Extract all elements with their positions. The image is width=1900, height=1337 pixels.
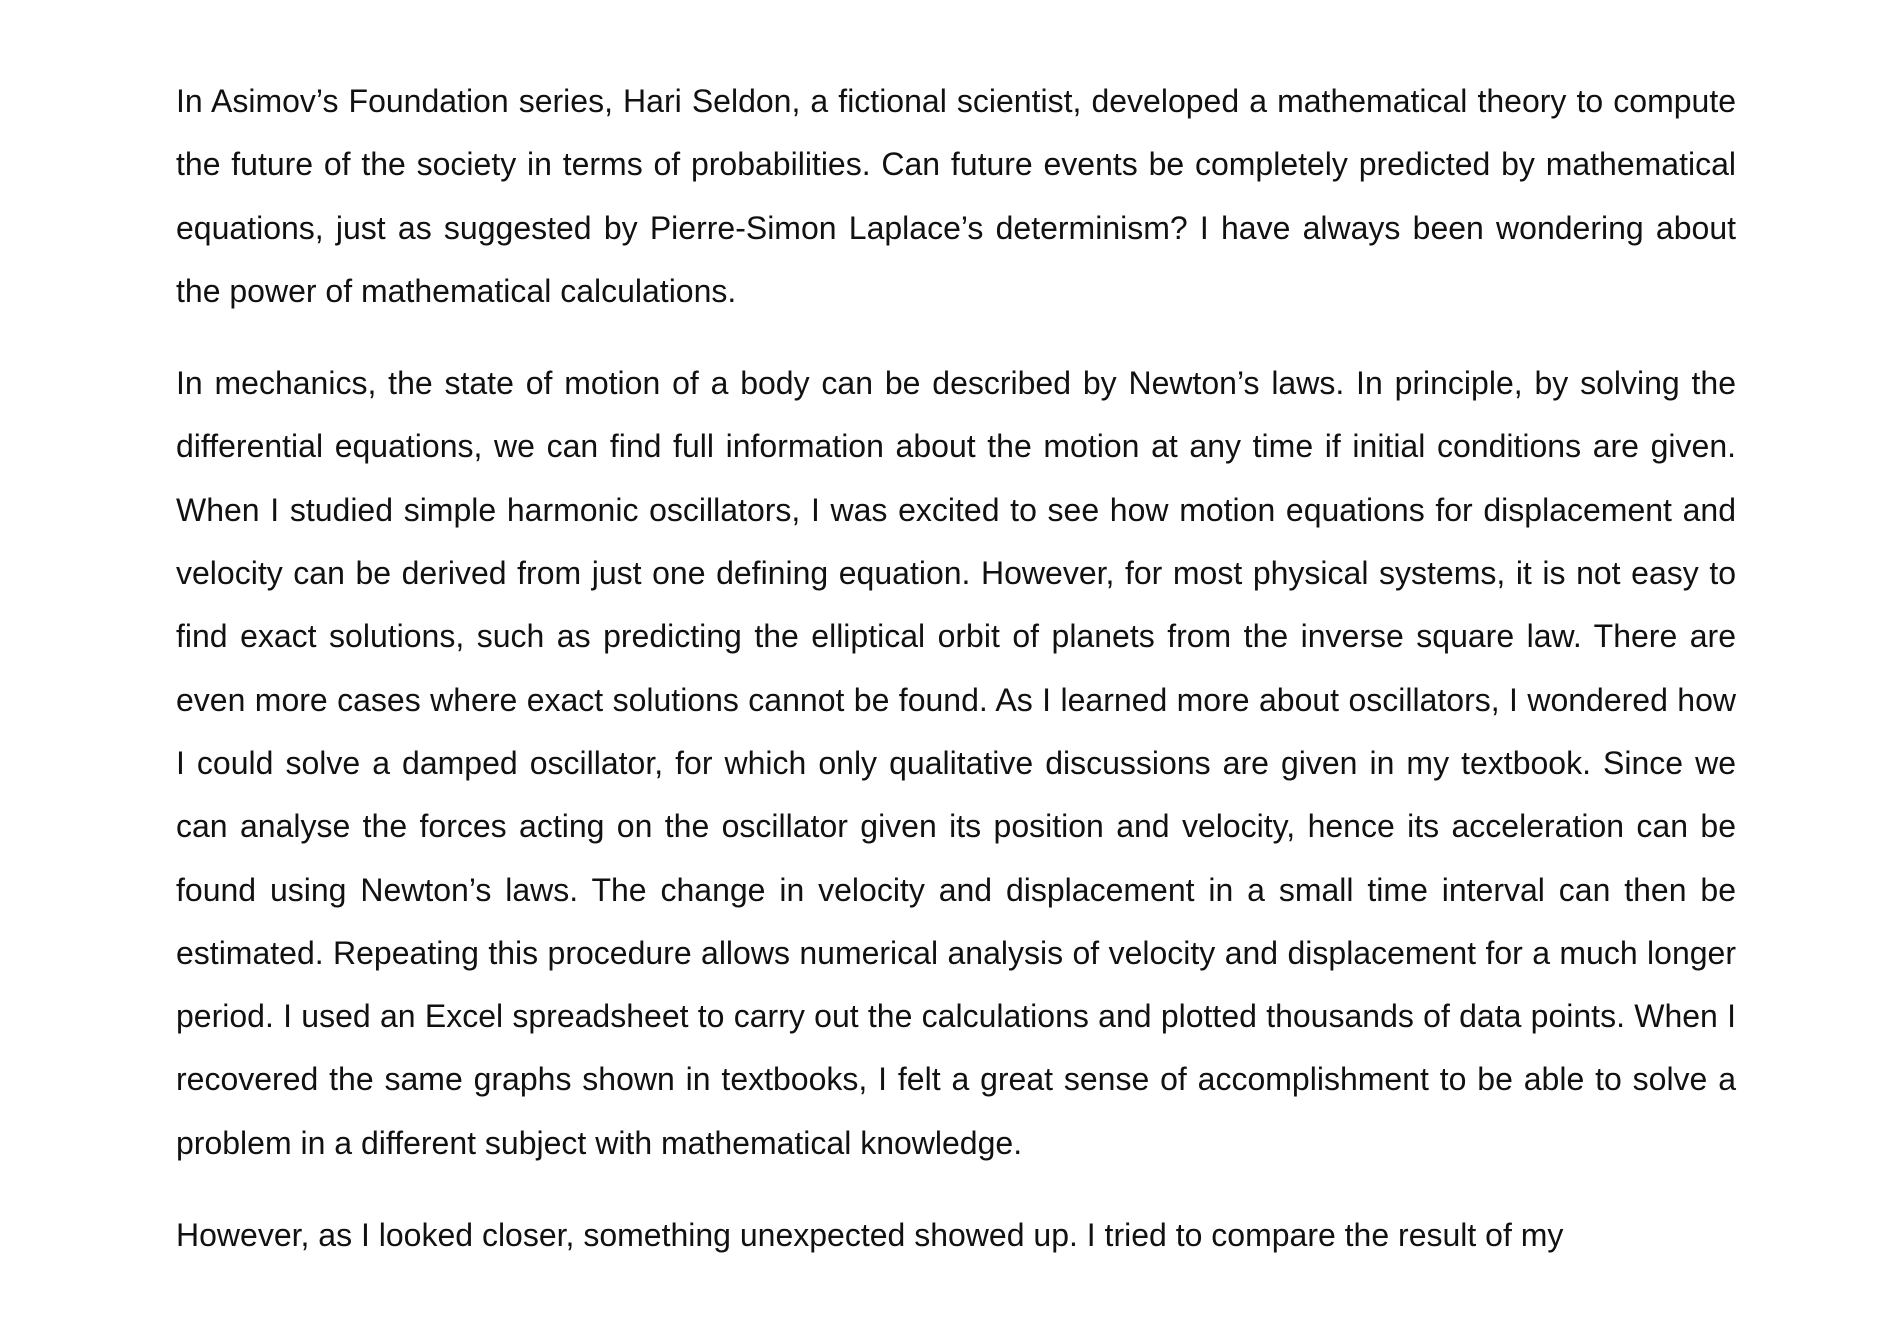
paragraph-mechanics: In mechanics, the state of motion of a body can be described by Newton’s laws. In principle, by solving the differential equations, we can find full information about the motion at any time if initial conditions are given. When I studied simple harmonic oscillators, I was excited to see how motion equations for displacement and velocity can be derived from just one defining equation. However, for most physical systems, it is not easy to find exact solutions, such as predicting the elliptical orbit of planets from the inverse square law. There are even more cases where exact solutions cannot be found. As I learned more about oscillators, I wondered how I could solve a damped oscillator, for which only qualitative discussions are given in my textbook. Since we can analyse the forces acting on the oscillator given its position and velocity, hence its acceleration can be found using Newton’s laws. The change in velocity and displacement in a small time interval can then be estimated. Repeating this procedure allows numerical analysis of velocity and displacement for a much longer period. I used an Excel spreadsheet to carry out the calculations and plotted thousands of data points. When I recovered the same graphs shown in textbooks, I felt a great sense of accomplishment to be able to solve a problem in a different subject with mathematical knowledge. [176,365,1736,1161]
paragraph-foundation: In Asimov’s Foundation series, Hari Seldon, a fictional scientist, developed a mathematical theory to compute the future of the society in terms of probabilities. Can future events be completely predicted by mathematical equations, just as suggested by Pierre-Simon Laplace’s determinism? I have always been wondering about the power of mathematical calculations. [176,83,1736,309]
paragraph-however: However, as I looked closer, something unexpected showed up. I tried to compare the result of my [176,1217,1564,1254]
document-page [176,70,1736,1296]
